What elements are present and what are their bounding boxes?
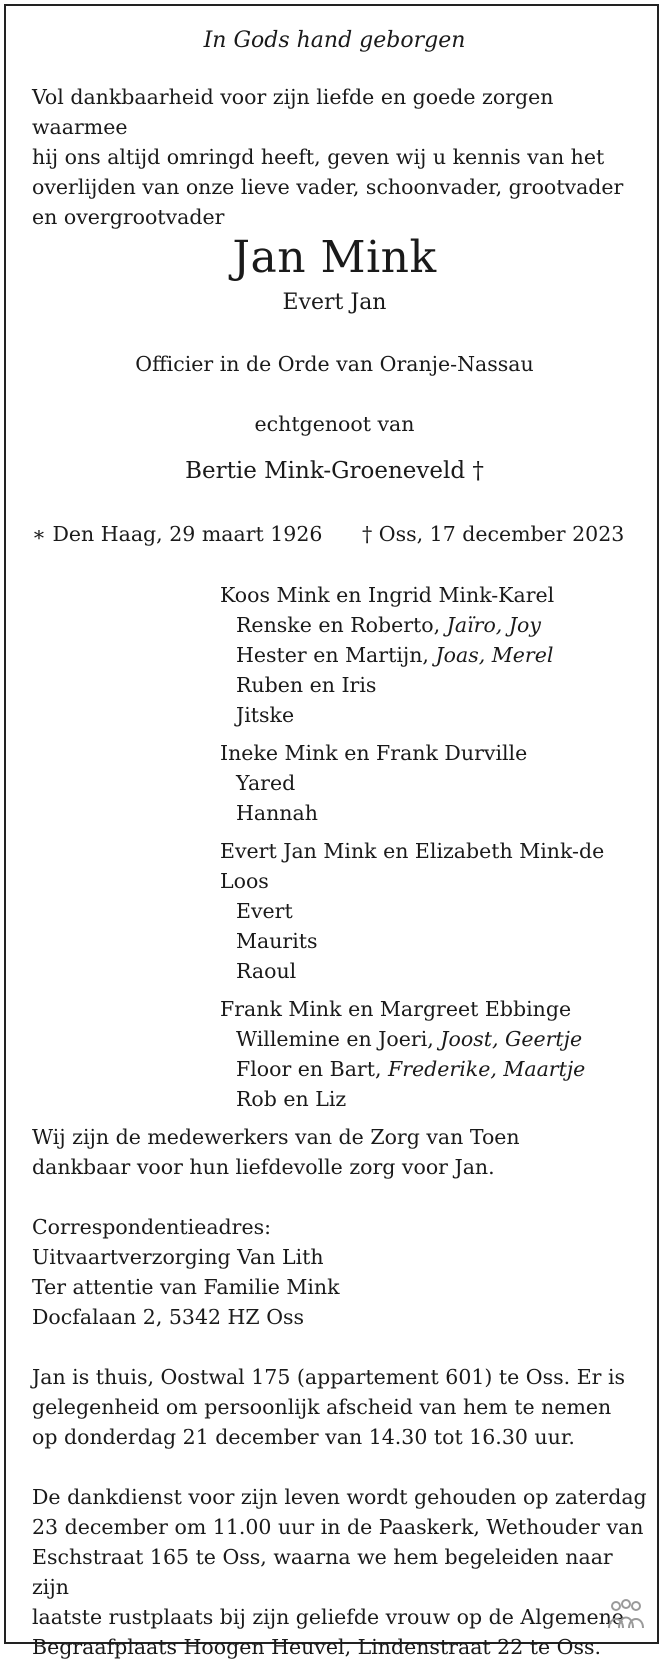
thanks-line: Wij zijn de medewerkers van de Zorg van Toen bbox=[32, 1122, 652, 1152]
service-line: De dankdienst voor zijn leven wordt gehouden op zaterdag bbox=[32, 1482, 652, 1512]
motto: In Gods hand geborgen bbox=[0, 28, 669, 53]
member-name: Evert bbox=[236, 899, 293, 923]
member-children: Jaïro, Joy bbox=[447, 613, 541, 637]
member-name: Ruben en Iris bbox=[236, 673, 376, 697]
family-parents: Frank Mink en Margreet Ebbinge bbox=[220, 994, 650, 1024]
family-member bbox=[220, 926, 650, 956]
family-parents: Evert Jan Mink en Elizabeth Mink-de Loos bbox=[220, 836, 650, 896]
family-member bbox=[220, 610, 650, 640]
thanks-line: dankbaar voor hun liefdevolle zorg voor Jan. bbox=[32, 1152, 652, 1182]
visitation-line: Jan is thuis, Oostwal 175 (appartement 601) te Oss. Er is bbox=[32, 1362, 652, 1392]
honor-title: Officier in de Orde van Oranje-Nassau bbox=[0, 352, 669, 376]
family-member bbox=[220, 768, 650, 798]
service-paragraph bbox=[32, 1482, 652, 1662]
family-member bbox=[220, 896, 650, 926]
address-line: Ter attentie van Familie Mink bbox=[32, 1272, 652, 1302]
member-name: Hester en Martijn, bbox=[236, 643, 435, 667]
family-parents: Koos Mink en Ingrid Mink-Karel bbox=[220, 580, 650, 610]
service-line: Begraafplaats Hoogen Heuvel, Lindenstraat 22 te Oss. bbox=[32, 1632, 652, 1662]
deceased-name: Jan Mink bbox=[0, 232, 669, 283]
member-name: Raoul bbox=[236, 959, 296, 983]
member-name: Yared bbox=[236, 771, 295, 795]
visitation-line: gelegenheid om persoonlijk afscheid van hem te nemen bbox=[32, 1392, 652, 1422]
spouse-intro: echtgenoot van bbox=[0, 412, 669, 436]
family-group bbox=[220, 580, 650, 730]
visitation-paragraph bbox=[32, 1362, 652, 1452]
member-name: Maurits bbox=[236, 929, 318, 953]
family-member bbox=[220, 670, 650, 700]
family-member bbox=[220, 798, 650, 828]
family-member bbox=[220, 1024, 650, 1054]
deceased-given-names: Evert Jan bbox=[0, 290, 669, 315]
correspondence-address bbox=[32, 1212, 652, 1332]
family-member bbox=[220, 1054, 650, 1084]
life-dates bbox=[32, 522, 652, 546]
member-name: Jitske bbox=[236, 703, 294, 727]
member-children: Joas, Merel bbox=[435, 643, 553, 667]
death-date: † Oss, 17 december 2023 bbox=[362, 522, 624, 546]
family-list bbox=[220, 580, 650, 1122]
family-member bbox=[220, 700, 650, 730]
address-line: Docfalaan 2, 5342 HZ Oss bbox=[32, 1302, 652, 1332]
service-line: laatste rustplaats bij zijn geliefde vrouw op de Algemene bbox=[32, 1602, 652, 1632]
visitation-line: op donderdag 21 december van 14.30 tot 16.30 uur. bbox=[32, 1422, 652, 1452]
people-group-icon bbox=[601, 1598, 651, 1634]
intro-paragraph bbox=[32, 82, 652, 232]
spouse-name: Bertie Mink-Groeneveld † bbox=[0, 458, 669, 484]
member-children: Frederike, Maartje bbox=[388, 1057, 585, 1081]
intro-line: Vol dankbaarheid voor zijn liefde en goede zorgen waarmee bbox=[32, 82, 652, 142]
member-children: Joost, Geertje bbox=[440, 1027, 582, 1051]
service-line: Eschstraat 165 te Oss, waarna we hem begeleiden naar zijn bbox=[32, 1542, 652, 1602]
intro-line: hij ons altijd omringd heeft, geven wij u kennis van het bbox=[32, 142, 652, 172]
intro-line: overlijden van onze lieve vader, schoonvader, grootvader bbox=[32, 172, 652, 202]
family-member bbox=[220, 640, 650, 670]
family-member bbox=[220, 956, 650, 986]
member-name: Floor en Bart, bbox=[236, 1057, 388, 1081]
birth-date: ∗ Den Haag, 29 maart 1926 bbox=[32, 522, 322, 546]
thanks-paragraph bbox=[32, 1122, 652, 1182]
family-member bbox=[220, 1084, 650, 1114]
service-line: 23 december om 11.00 uur in de Paaskerk, Wethouder van bbox=[32, 1512, 652, 1542]
address-line: Correspondentieadres: bbox=[32, 1212, 652, 1242]
family-parents: Ineke Mink en Frank Durville bbox=[220, 738, 650, 768]
family-group bbox=[220, 994, 650, 1114]
family-group bbox=[220, 738, 650, 828]
intro-line: en overgrootvader bbox=[32, 202, 652, 232]
member-name: Willemine en Joeri, bbox=[236, 1027, 440, 1051]
member-name: Rob en Liz bbox=[236, 1087, 346, 1111]
member-name: Hannah bbox=[236, 801, 318, 825]
address-line: Uitvaartverzorging Van Lith bbox=[32, 1242, 652, 1272]
family-group bbox=[220, 836, 650, 986]
member-name: Renske en Roberto, bbox=[236, 613, 447, 637]
